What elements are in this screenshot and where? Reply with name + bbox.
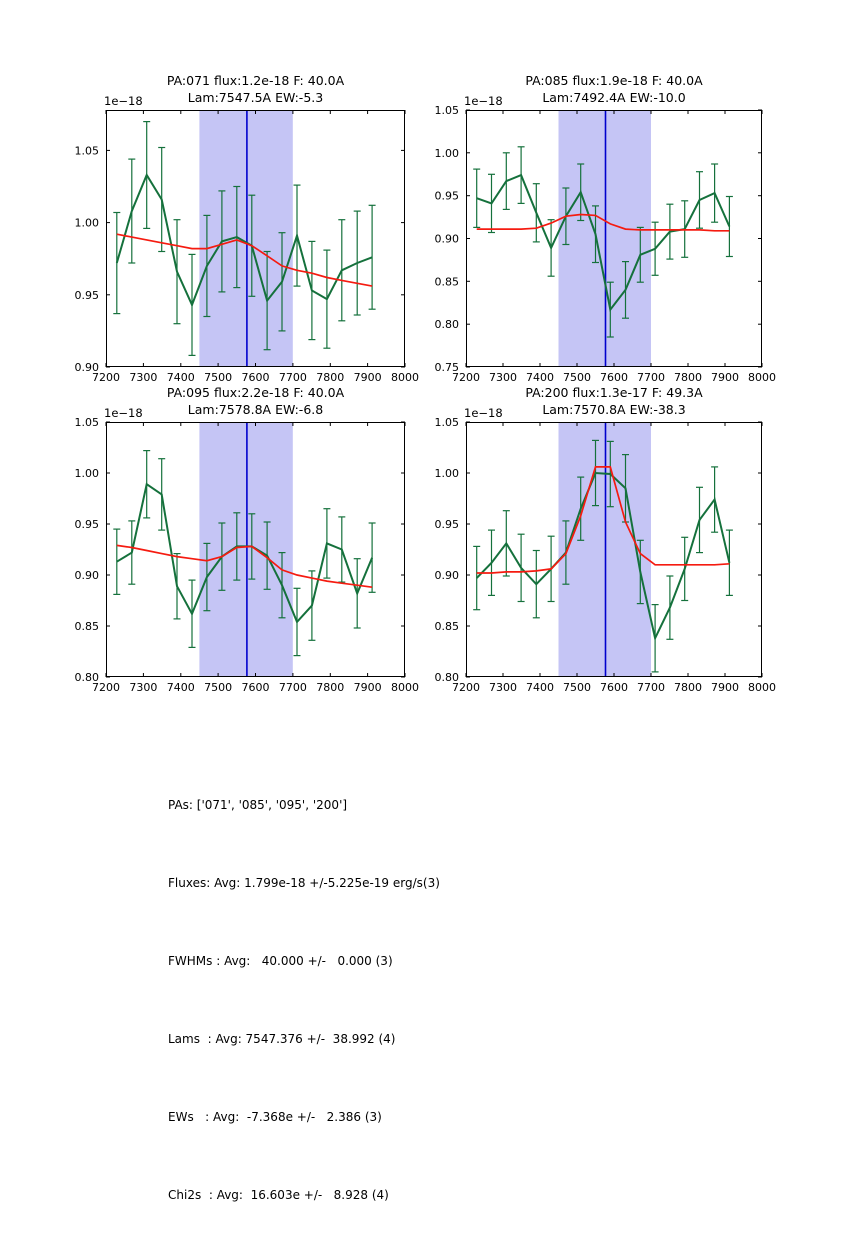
y-tick-label: 1.05: [74, 416, 99, 429]
y-tick-label: 0.95: [434, 189, 459, 203]
plot-area-pa071: [74, 110, 419, 384]
x-tick-label: 7400: [526, 681, 554, 694]
x-tick-label: 7800: [674, 371, 702, 384]
plot-area-pa095: [74, 416, 419, 694]
subplot-pa095: [74, 385, 419, 694]
x-tick-label: 7800: [316, 371, 345, 384]
x-tick-label: 7700: [278, 681, 307, 694]
x-tick-label: 7900: [353, 681, 382, 694]
plot-title-line1: PA:085 flux:1.9e-18 F: 40.0A: [525, 73, 703, 88]
x-tick-label: 7800: [674, 681, 702, 694]
x-tick-label: 7800: [316, 681, 345, 694]
y-tick-label: 0.95: [434, 518, 459, 531]
x-tick-label: 7500: [204, 371, 233, 384]
plot-title-line2: Lam:7547.5A EW:-5.3: [187, 90, 324, 105]
summary-line-chi2s: Chi2s : Avg: 16.603e +/- 8.928 (4): [168, 1188, 389, 1202]
x-tick-label: 7300: [489, 371, 517, 384]
x-tick-label: 7500: [563, 371, 591, 384]
summary-line-fluxes: Fluxes: Avg: 1.799e-18 +/-5.225e-19 erg/s(3): [168, 876, 440, 890]
y-tick-label: 1.00: [434, 146, 459, 160]
y-tick-label: 1.00: [74, 467, 99, 480]
x-tick-label: 7900: [711, 681, 739, 694]
y-tick-label: 0.85: [74, 620, 99, 633]
plot-title-line1: PA:071 flux:1.2e-18 F: 40.0A: [166, 73, 345, 88]
y-tick-label: 0.95: [74, 288, 99, 302]
subplot-pa085: [434, 73, 776, 384]
y-tick-label: 0.80: [434, 671, 459, 684]
x-tick-label: 8000: [391, 371, 419, 384]
x-tick-label: 7400: [166, 681, 195, 694]
x-tick-label: 7400: [166, 371, 195, 384]
summary-text: [168, 740, 440, 1260]
x-tick-label: 7300: [129, 371, 158, 384]
x-tick-label: 7200: [452, 681, 480, 694]
x-tick-label: 7900: [711, 371, 739, 384]
y-axis-offset-label: 1e−18: [464, 406, 503, 420]
y-tick-label: 1.05: [434, 104, 459, 117]
x-tick-label: 7600: [600, 371, 628, 384]
y-axis-offset-label: 1e−18: [104, 94, 143, 108]
x-tick-label: 8000: [748, 681, 776, 694]
x-tick-label: 7600: [600, 681, 628, 694]
x-tick-label: 8000: [748, 371, 776, 384]
plot-title-line2: Lam:7570.8A EW:-38.3: [542, 402, 686, 417]
y-tick-label: 0.90: [434, 232, 459, 246]
x-tick-label: 7200: [92, 681, 120, 694]
x-tick-label: 7500: [563, 681, 591, 694]
x-tick-label: 7500: [204, 681, 233, 694]
subplot-pa200: [434, 385, 776, 694]
y-tick-label: 1.05: [434, 416, 459, 429]
x-tick-label: 7600: [241, 681, 270, 694]
y-axis-offset-label: 1e−18: [104, 406, 143, 420]
x-tick-label: 7600: [241, 371, 270, 384]
plot-area-pa200: [434, 416, 776, 694]
y-tick-label: 0.90: [74, 361, 99, 374]
x-tick-label: 7700: [637, 681, 665, 694]
y-axis-offset-label: 1e−18: [464, 94, 503, 108]
y-tick-label: 1.05: [74, 144, 99, 158]
plot-title-line1: PA:200 flux:1.3e-17 F: 49.3A: [525, 385, 703, 400]
y-tick-label: 0.90: [74, 569, 99, 582]
y-tick-label: 0.85: [434, 275, 459, 289]
y-tick-label: 1.00: [74, 216, 99, 230]
x-tick-label: 7200: [92, 371, 120, 384]
y-tick-label: 1.00: [434, 467, 459, 480]
x-tick-label: 7300: [129, 681, 158, 694]
x-tick-label: 7700: [278, 371, 307, 384]
summary-line-lams: Lams : Avg: 7547.376 +/- 38.992 (4): [168, 1032, 396, 1046]
x-tick-label: 7700: [637, 371, 665, 384]
x-tick-label: 8000: [391, 681, 419, 694]
y-tick-label: 0.80: [434, 318, 459, 332]
summary-line-pas: PAs: ['071', '085', '095', '200']: [168, 798, 348, 812]
plot-title-line2: Lam:7578.8A EW:-6.8: [187, 402, 324, 417]
x-tick-label: 7400: [526, 371, 554, 384]
plot-title-line1: PA:095 flux:2.2e-18 F: 40.0A: [166, 385, 345, 400]
x-tick-label: 7200: [452, 371, 480, 384]
summary-line-fwhms: FWHMs : Avg: 40.000 +/- 0.000 (3): [168, 954, 393, 968]
plot-area-pa085: [434, 104, 776, 384]
subplot-pa071: [74, 73, 419, 384]
x-tick-label: 7300: [489, 681, 517, 694]
y-tick-label: 0.80: [74, 671, 99, 684]
y-tick-label: 0.75: [434, 361, 459, 374]
summary-line-ews: EWs : Avg: -7.368e +/- 2.386 (3): [168, 1110, 382, 1124]
y-tick-label: 0.90: [434, 569, 459, 582]
x-tick-label: 7900: [353, 371, 382, 384]
y-tick-label: 0.85: [434, 620, 459, 633]
y-tick-label: 0.95: [74, 518, 99, 531]
plot-title-line2: Lam:7492.4A EW:-10.0: [542, 90, 686, 105]
